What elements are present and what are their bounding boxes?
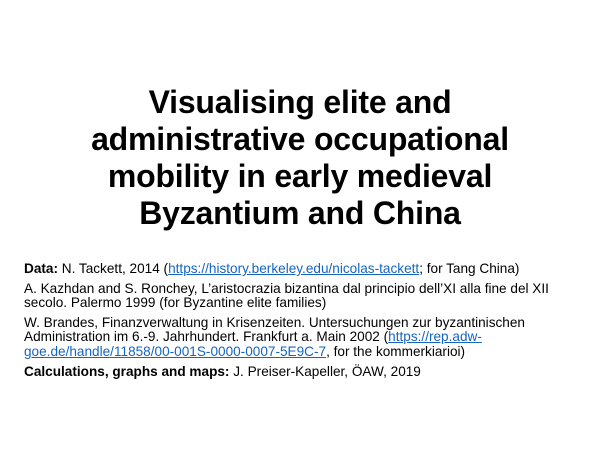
kazhdan-reference: A. Kazhdan and S. Ronchey, L’aristocrazia bizantina dal principio dell’XI alla fine del XII secolo. Palermo 1999 (for Byzantine elite families) xyxy=(24,280,549,311)
data-label: Data: xyxy=(24,261,58,276)
credits-label: Calculations, graphs and maps: xyxy=(24,363,230,379)
data-source-text-before: N. Tackett, 2014 ( xyxy=(58,261,169,276)
slide-title: Visualising elite and administrative occupational mobility in early medieval Byzantium and China xyxy=(91,84,509,231)
credits-text: J. Preiser-Kapeller, ÖAW, 2019 xyxy=(229,363,421,379)
brandes-text-before: W. Brandes, Finanzverwaltung in Krisenzeiten. Untersuchungen zur byzantinischen Administration im 6.-9. Jahrhundert. Frankfurt a. Main 2002 ( xyxy=(24,314,525,345)
data-source-text-after: ; for Tang China) xyxy=(419,261,520,276)
credits-paragraph xyxy=(24,365,584,380)
brandes-text-after: , for the kommerkiarioi) xyxy=(326,343,466,359)
slide-body xyxy=(24,262,584,384)
tackett-link[interactable]: https://history.berkeley.edu/nicolas-tackett xyxy=(168,261,420,276)
brandes-reference xyxy=(24,316,584,360)
brandes-link[interactable]: https://rep.adw-goe.de/handle/11858/00-001S-0000-0007-5E9C-7 xyxy=(24,329,482,359)
data-source-paragraph xyxy=(24,262,584,277)
